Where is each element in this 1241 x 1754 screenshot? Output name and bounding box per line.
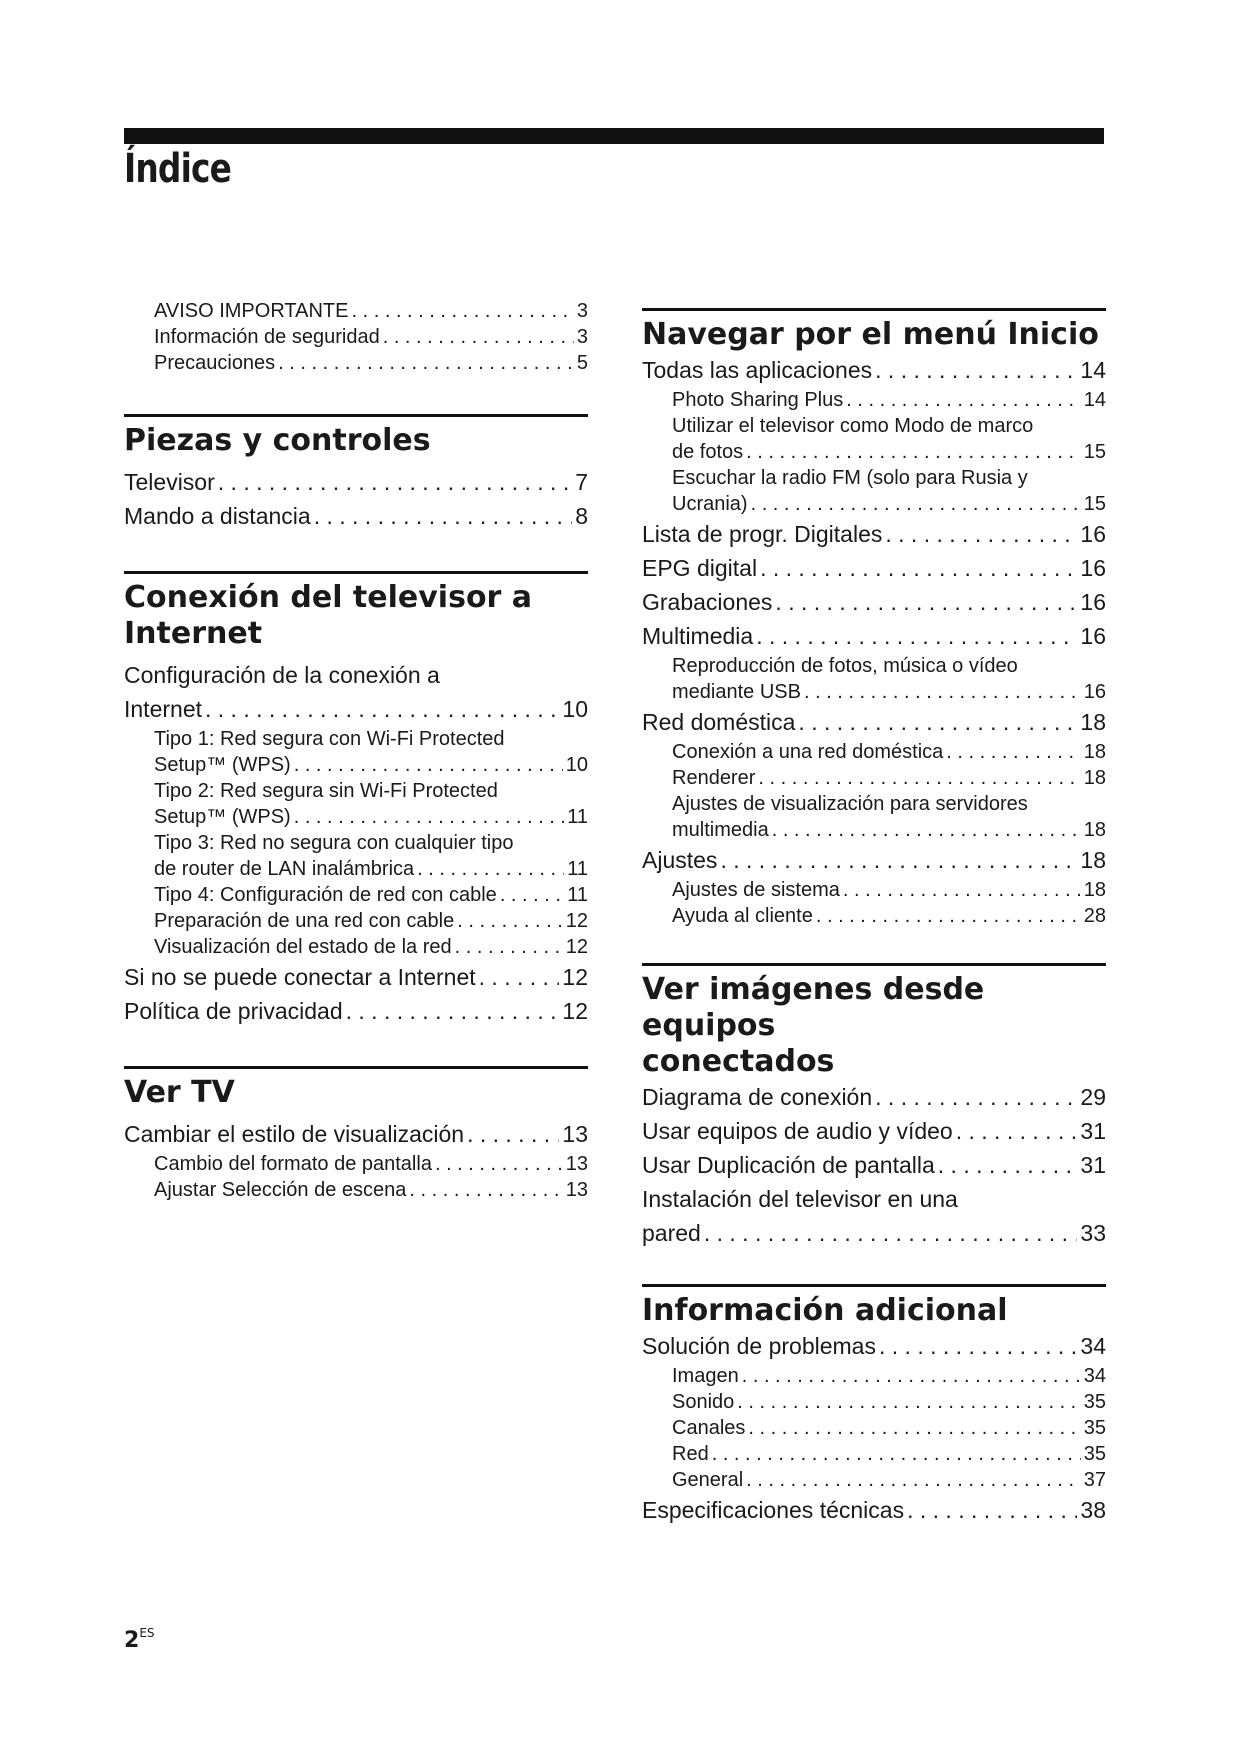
- toc-entry[interactable]: Ayuda al cliente . . . 28: [642, 903, 1106, 929]
- toc-left-column: [124, 298, 588, 1203]
- toc-entry[interactable]: Usar Duplicación de pantalla . . . 31: [642, 1148, 1106, 1182]
- toc-entry-multiline[interactable]: Reproducción de fotos, música o vídeo mediante USB . . . 16: [642, 653, 1106, 705]
- toc-entry-multiline[interactable]: Instalación del televisor en una pared . . . 33: [642, 1182, 1106, 1250]
- toc-entry[interactable]: Cambio del formato de pantalla . . . 13: [124, 1151, 588, 1177]
- toc-entry[interactable]: Preparación de una red con cable . . . 12: [124, 908, 588, 934]
- page-number: $2^{ES}$: [124, 1626, 155, 1653]
- section-info: [642, 1284, 1106, 1527]
- section-rule: [642, 1284, 1106, 1287]
- section-title: Conexión del televisor a Internet: [124, 580, 533, 651]
- toc-entry[interactable]: Renderer . . . 18: [642, 765, 1106, 791]
- section-verimg: [642, 963, 1106, 1250]
- toc-entry[interactable]: Imagen . . . 34: [642, 1363, 1106, 1389]
- toc-entry[interactable]: Visualización del estado de la red . . . 12: [124, 934, 588, 960]
- toc-entry[interactable]: Ajustar Selección de escena . . . 13: [124, 1177, 588, 1203]
- toc-entry-multiline[interactable]: Tipo 1: Red segura con Wi-Fi Protected Setup™ (WPS) . . . 10: [124, 726, 588, 778]
- toc-entry-multiline[interactable]: Tipo 3: Red no segura con cualquier tipo de router de LAN inalámbrica . . . 11: [124, 830, 588, 882]
- toc-right-column: [642, 308, 1106, 1527]
- toc-entry[interactable]: Conexión a una red doméstica . . . 18: [642, 739, 1106, 765]
- toc-entry[interactable]: Canales . . . 35: [642, 1415, 1106, 1441]
- toc-entry-multiline[interactable]: Tipo 2: Red segura sin Wi-Fi Protected Setup™ (WPS) . . . 11: [124, 778, 588, 830]
- section-conexion: [124, 571, 588, 1028]
- toc-entry[interactable]: Ajustes . . . 18: [642, 843, 1106, 877]
- toc-entry[interactable]: EPG digital . . . 16: [642, 551, 1106, 585]
- title-rule: [124, 128, 1104, 144]
- section-rule: [124, 1066, 588, 1069]
- section-rule: [642, 963, 1106, 966]
- toc-entry[interactable]: Red doméstica . . . 18: [642, 705, 1106, 739]
- section-vertv: [124, 1066, 588, 1203]
- section-navegar: [642, 308, 1106, 929]
- section-title: Ver imágenes desde equipos conectados: [642, 972, 985, 1079]
- toc-entry[interactable]: Ajustes de sistema . . . 18: [642, 877, 1106, 903]
- section-title: Navegar por el menú Inicio: [642, 317, 1099, 352]
- toc-entry-multiline[interactable]: Utilizar el televisor como Modo de marco de fotos . . . 15: [642, 413, 1106, 465]
- section-piezas: [124, 414, 588, 533]
- section-rule: [642, 308, 1106, 311]
- toc-entry[interactable]: Photo Sharing Plus . . . 14: [642, 387, 1106, 413]
- section-rule: [124, 414, 588, 417]
- toc-entry[interactable]: Grabaciones . . . 16: [642, 585, 1106, 619]
- toc-entry[interactable]: Todas las aplicaciones . . . 14: [642, 353, 1106, 387]
- toc-entry[interactable]: Solución de problemas . . . 34: [642, 1329, 1106, 1363]
- toc-entry[interactable]: General . . . 37: [642, 1467, 1106, 1493]
- toc-entry[interactable]: Información de seguridad . . . 3: [124, 324, 588, 350]
- toc-entry-multiline[interactable]: Configuración de la conexión a Internet . . . 10: [124, 658, 588, 726]
- toc-entry[interactable]: Diagrama de conexión . . . 29: [642, 1080, 1106, 1114]
- toc-entry[interactable]: Sonido . . . 35: [642, 1389, 1106, 1415]
- page-title: Índice: [124, 146, 232, 192]
- toc-entry-multiline[interactable]: Escuchar la radio FM (solo para Rusia y Ucrania) . . . 15: [642, 465, 1106, 517]
- toc-entry[interactable]: Política de privacidad . . . 12: [124, 994, 588, 1028]
- toc-entry[interactable]: Televisor . . . 7: [124, 465, 588, 499]
- toc-entry[interactable]: Si no se puede conectar a Internet . . . 12: [124, 960, 588, 994]
- toc-entry[interactable]: Tipo 4: Configuración de red con cable . . . 11: [124, 882, 588, 908]
- toc-entry[interactable]: AVISO IMPORTANTE . . . 3: [124, 298, 588, 324]
- toc-entry[interactable]: Lista de progr. Digitales . . . 16: [642, 517, 1106, 551]
- toc-entry[interactable]: Cambiar el estilo de visualización . . . 13: [124, 1117, 588, 1151]
- toc-entry[interactable]: Red . . . 35: [642, 1441, 1106, 1467]
- toc-entry[interactable]: Usar equipos de audio y vídeo . . . 31: [642, 1114, 1106, 1148]
- section-title: Información adicional: [642, 1293, 1008, 1328]
- toc-entry[interactable]: Mando a distancia . . . 8: [124, 499, 588, 533]
- toc-entry[interactable]: Multimedia . . . 16: [642, 619, 1106, 653]
- intro-group: [124, 298, 588, 376]
- toc-entry[interactable]: Precauciones . . . 5: [124, 350, 588, 376]
- toc-entry-multiline[interactable]: Ajustes de visualización para servidores multimedia . . . 18: [642, 791, 1106, 843]
- section-title: Piezas y controles: [124, 423, 431, 458]
- section-rule: [124, 571, 588, 574]
- section-title: Ver TV: [124, 1075, 235, 1110]
- toc-entry[interactable]: Especificaciones técnicas . . . 38: [642, 1493, 1106, 1527]
